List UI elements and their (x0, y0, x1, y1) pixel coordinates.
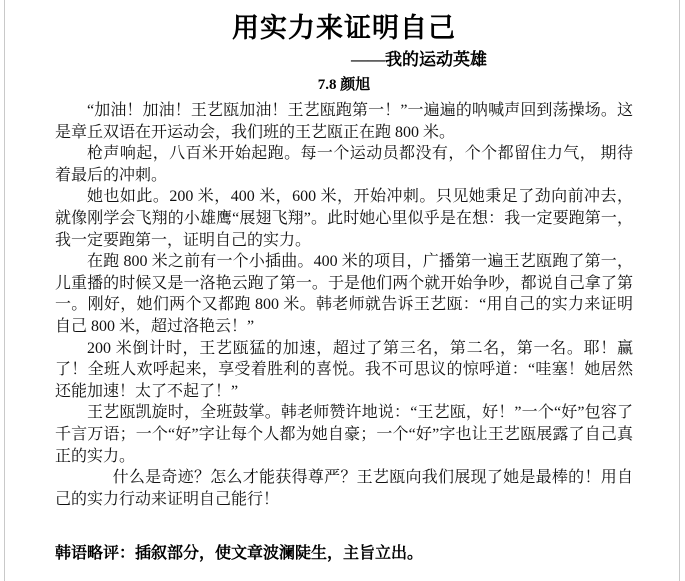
paragraph-5: 200 米倒计时，王艺瓯猛的加速，超过了第三名，第二名，第一名。耶！赢了！全班人欢呼起来，享受着胜利的喜悦。我不可思议的惊呼道：“哇塞！她居然还能加速！太了不起了！” (55, 339, 633, 400)
paragraph-7: 什么是奇迹？怎么才能获得尊严？王艺瓯向我们展现了她是最棒的！用自己的实力行动来证明自己能行！ (55, 469, 633, 508)
paragraph-2: 枪声响起，八百米开始起跑。每一个运动员都没有，个个都留住力气， 期待着最后的冲刺。 (55, 145, 633, 184)
paragraph-4: 在跑 800 米之前有一个小插曲。400 米的项目，广播第一遍王艺瓯跑了第一，儿重播的时候又是一洛艳云跑了第一。于是他们两个就开始争吵，都说自己拿了第一。刚好，她们两个又都跑 800 米。韩老师就告诉王艺瓯：“用自己的实力来证明自己 800 米，超过洛艳云！” (55, 253, 633, 335)
paragraph-3: 她也如此。200 米，400 米，600 米，开始冲刺。只见她秉足了劲向前冲去，就像刚学会飞翔的小雄鹰“展翅飞翔”。此时她心里似乎是在想：我一定要跑第一，我一定要跑第一，证明自己的实力。 (55, 188, 633, 249)
paragraph-1: “加油！加油！王艺瓯加油！王艺瓯跑第一！”一遍遍的呐喊声回到荡操场。这是章丘双语在开运动会，我们班的王艺瓯正在跑 800 米。 (55, 102, 633, 141)
teacher-comment: 韩语略评：插叙部分，使文章波澜陡生，主旨立出。 (55, 545, 424, 563)
essay-author-line: 7.8 颜旭 (317, 77, 371, 93)
paragraph-6: 王艺瓯凯旋时，全班鼓掌。韩老师赞许地说：“王艺瓯，好！”一个“好”包容了千言万语；一个“好”字让每个人都为她自豪；一个“好”字也让王艺瓯展露了自己真正的实力。 (55, 404, 633, 465)
essay-subtitle: ——我的运动英雄 (351, 50, 487, 69)
essay-body (55, 100, 633, 510)
essay-title: 用实力来证明自己 (232, 13, 456, 43)
